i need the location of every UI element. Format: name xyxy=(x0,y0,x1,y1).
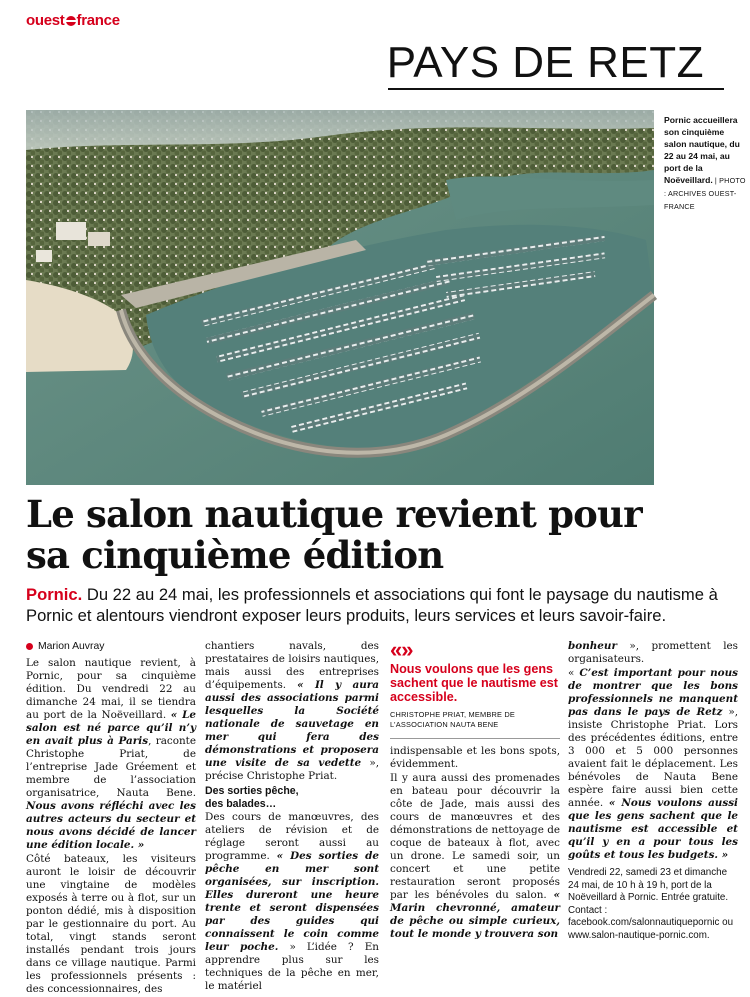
photo-credit: | PHOTO : ARCHIVES OUEST-FRANCE xyxy=(664,176,746,211)
quote-run: « Des sorties de pêche en mer sont organisées, sur inscription. Elles dureront une heure trente et seront dispensées par des guides qui connaissent le coin comme leur poche. xyxy=(205,850,379,953)
paragraph xyxy=(390,772,560,941)
paragraph xyxy=(205,811,379,993)
section-title: PAYS DE RETZ xyxy=(386,38,704,87)
author xyxy=(26,640,196,653)
column-1 xyxy=(26,640,196,997)
pull-quote-attribution: CHRISTOPHE PRIAT, MEMBRE DE L’ASSOCIATION NAUTA BENE xyxy=(390,710,560,739)
text-run: Des cours de manœuvres, des ateliers de révision et de réglage seront aussi au programme. xyxy=(205,811,379,862)
harbor-aerial-photo xyxy=(26,110,654,485)
pull-quote xyxy=(390,637,560,739)
logo-dot-icon xyxy=(66,16,76,26)
subheading-line2: des balades… xyxy=(205,797,277,810)
column-3 xyxy=(390,637,560,942)
text-run: », promettent les organisateurs. xyxy=(568,640,738,665)
headline-line1: Le salon nautique revient pour xyxy=(26,492,642,536)
column-2 xyxy=(205,640,379,994)
paragraph xyxy=(26,657,196,852)
pull-quote-text: Nous voulons que les gens sachent que le nautisme est accessible. xyxy=(390,662,558,704)
paragraph xyxy=(205,640,379,783)
text-run: , raconte Christophe Priat, de l’entreprise Jade Gréement et membre de l’association organisatrice, Nauta Bene. xyxy=(26,735,196,799)
logo-left-text: ouest xyxy=(26,12,65,29)
text-run: Le salon nautique revient, à Pornic, pour sa cinquième édition. Du vendredi 22 au dimanche 24 mai, il se tiendra au port de la Noëveillard. xyxy=(26,657,196,721)
practical-info: Vendredi 22, samedi 23 et dimanche 24 mai, de 10 h à 19 h, port de la Noëveillard à Pornic. Entrée gratuite. Contact : facebook.com/salonnautiquepornic ou www.salon-nautique-pornic.com. xyxy=(568,867,734,941)
text-run: « xyxy=(568,667,580,679)
quote-run: C’est important pour nous de montrer que les bons professionnels ne manquent pas dans le pays de Retz xyxy=(568,667,738,718)
lede xyxy=(26,584,726,626)
subheading-line1: Des sorties pêche, xyxy=(205,785,299,797)
quote-marks-icon: «» xyxy=(390,637,413,662)
quote-run: bonheur xyxy=(568,640,617,652)
paragraph: Côté bateaux, les visiteurs auront le loisir de découvrir une vingtaine de modèles exposés à terre ou à flot, sur un ponton dédié, mis à disposition par le gestionnaire du port. Au total, vingt stands seront installés pendant trois jours dans ce village nautique. Parmi les professionnels présents : des concessionnaires, des xyxy=(26,853,196,995)
quote-run: « Il y aura aussi des associations parmi lesquelles la Société nationale de sauvetage en mer qui fera des démonstrations et proposera une visite de sa vedette xyxy=(205,679,379,769)
quote-run: « Marin chevronné, amateur de pêche ou simple curieux, tout le monde y trouvera son xyxy=(390,889,560,940)
caption-text: Pornic accueillera son cinquième salon nautique, du 22 au 24 mai, au port de la Noëveillard. xyxy=(664,115,740,185)
lede-place: Pornic. xyxy=(26,585,83,604)
paragraph xyxy=(568,667,738,862)
author-name: Marion Auvray xyxy=(38,641,105,652)
quote-run: « Le salon est né parce qu’il n’y en avait plus à Paris xyxy=(26,709,196,747)
text-run: », précise Christophe Priat. xyxy=(205,757,379,782)
quote-run: « Nous voulons aussi que les gens sachent que le nautisme est accessible et qu’il y en a pour tous les goûts et tous les budgets. » xyxy=(568,797,739,861)
subheading xyxy=(205,785,379,810)
quote-run: Nous avons réfléchi avec les autres acteurs du secteur et nous avons décidé de lancer une édition locale. » xyxy=(26,800,196,851)
text-run: chantiers navals, des prestataires de loisirs nautiques, mais aussi des entreprises d’équipements. xyxy=(205,640,379,691)
paragraph: indispensable et les bons spots, évidemment. xyxy=(390,745,560,770)
column-4 xyxy=(568,640,738,942)
photo-caption xyxy=(664,114,746,213)
author-bullet-icon xyxy=(26,643,33,650)
ouest-france-logo[interactable] xyxy=(26,12,120,29)
text-run: » L’idée ? En apprendre plus sur les techniques de la pêche en mer, le matériel xyxy=(205,941,379,992)
text-run: », insiste Christophe Priat. Lors des précédentes éditions, entre 3 000 et 5 000 personnes avaient fait le déplacement. Les bénévoles de Nauta Bene espère faire aussi bien cette année. xyxy=(568,706,739,809)
logo-right-text: france xyxy=(76,12,120,29)
headline xyxy=(26,494,726,576)
headline-line2: sa cinquième édition xyxy=(26,533,444,577)
lede-text: Du 22 au 24 mai, les professionnels et associations qui font le paysage du nautisme à Pornic et alentours viendront exposer leurs produits, leurs services et leurs savoir-faire. xyxy=(26,585,718,625)
text-run: Il y aura aussi des promenades en bateau pour découvrir la côte de Jade, mais aussi des cours de manœuvres et des démonstrations de nettoyage de coque de bateaux à flot, avec un drone. Le samedi soir, un concert et une petite restauration seront proposés par les bénévoles du salon. xyxy=(390,772,560,901)
paragraph xyxy=(568,640,738,666)
section-rule xyxy=(388,88,724,90)
